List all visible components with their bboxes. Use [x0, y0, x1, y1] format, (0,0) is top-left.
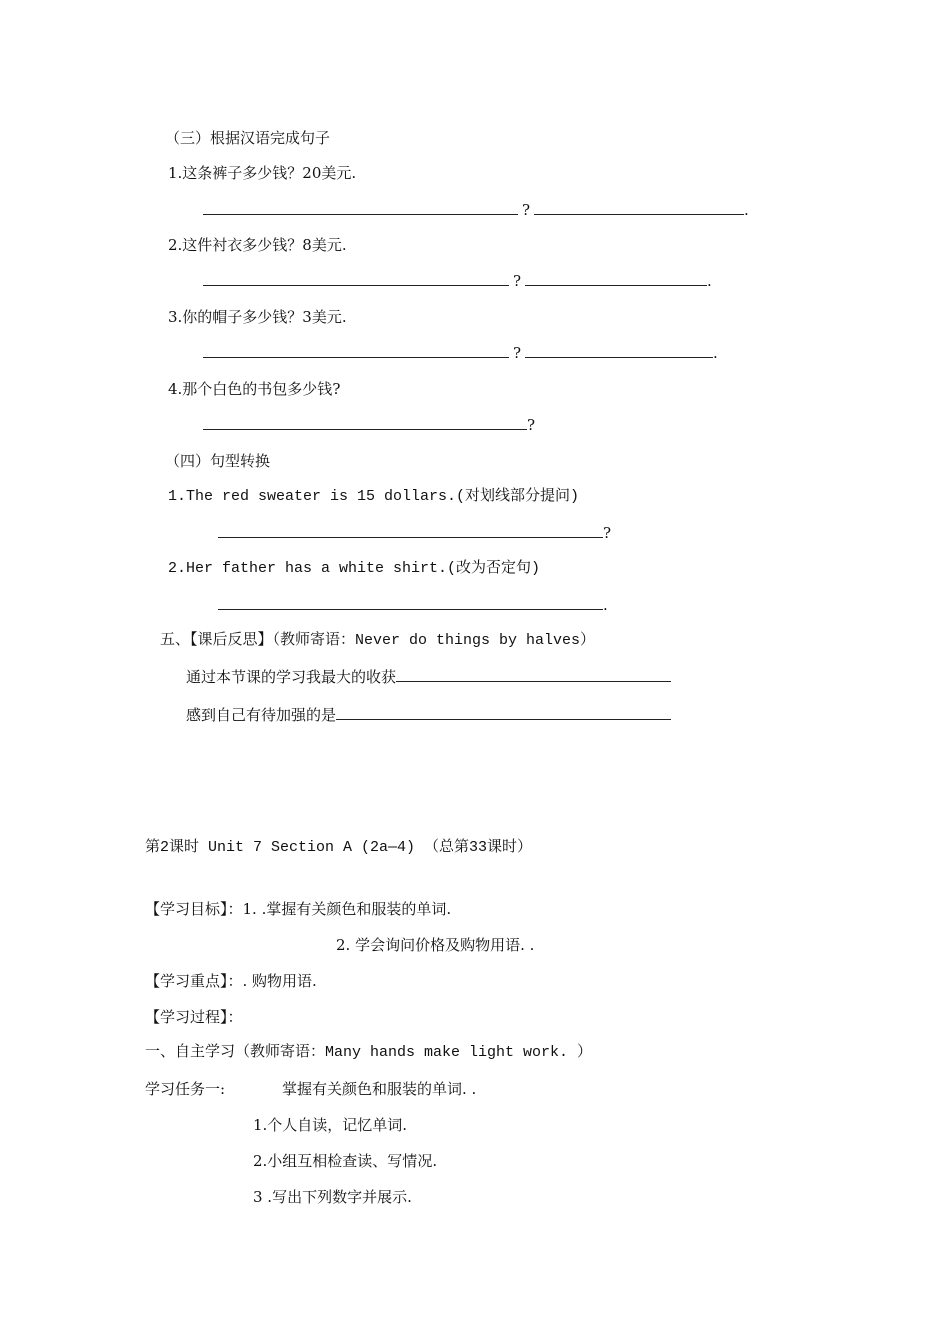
section3-question-4: 4.那个白色的书包多少钱? [168, 380, 341, 398]
blank [525, 343, 713, 358]
learning-goal-1: 【学习目标】：1. .掌握有关颜色和服装的单词. [145, 900, 452, 918]
section4-question-1: 1.The red sweater is 15 dollars.(对划线部分提问) [168, 488, 580, 505]
question-mark: ? [522, 201, 531, 219]
section5-heading: 五、【课后反思】（教师寄语：Never do things by halves） [160, 632, 596, 649]
section3-question-3: 3.你的帽子多少钱？3美元. [168, 308, 347, 326]
task-1-text: 掌握有关颜色和服装的单词. . [282, 1080, 477, 1098]
blank [396, 667, 671, 682]
section3-heading: （三）根据汉语完成句子 [165, 129, 331, 147]
question-mark: ? [513, 272, 522, 290]
question-mark: ? [603, 524, 612, 542]
period: . [707, 272, 712, 290]
task-1-label: 学习任务一: [145, 1080, 226, 1098]
answer-line-6 [218, 595, 608, 615]
reflection-gain [186, 667, 671, 687]
step-3: 3 .写出下列数字并展示. [253, 1188, 412, 1206]
blank [203, 271, 509, 286]
section3-question-1: 1.这条裤子多少钱？20美元. [168, 164, 357, 182]
reflection-improve-label: 感到自己有待加强的是 [186, 706, 337, 724]
period: . [744, 201, 749, 219]
reflection-improve [186, 705, 671, 725]
section3-question-2: 2.这件衬衣多少钱？8美元. [168, 236, 347, 254]
answer-line-4 [203, 415, 535, 435]
blank [218, 523, 603, 538]
self-study-heading: 一、自主学习（教师寄语：Many hands make light work. ） [145, 1044, 593, 1061]
reflection-gain-label: 通过本节课的学习我最大的收获 [186, 668, 397, 686]
question-mark: ? [527, 416, 536, 434]
question-mark: ? [513, 344, 522, 362]
answer-line-1 [203, 200, 749, 220]
answer-line-2 [203, 271, 712, 291]
blank [203, 343, 509, 358]
lesson-title: 第2课时 Unit 7 Section A (2a—4) （总第33课时） [145, 839, 533, 856]
blank [534, 200, 744, 215]
step-2: 2.小组互相检查读、写情况. [253, 1152, 438, 1170]
step-1: 1.个人自读，记忆单词. [253, 1116, 408, 1134]
blank [218, 595, 603, 610]
answer-line-3 [203, 343, 718, 363]
blank [525, 271, 707, 286]
period: . [713, 344, 718, 362]
blank [203, 200, 518, 215]
learning-focus: 【学习重点】：. 购物用语. [145, 972, 317, 990]
period: . [603, 596, 608, 614]
learning-process: 【学习过程】： [145, 1008, 243, 1026]
blank [336, 705, 671, 720]
answer-line-5 [218, 523, 611, 543]
section4-heading: （四）句型转换 [165, 452, 271, 470]
section4-question-2: 2.Her father has a white shirt.(改为否定句) [168, 560, 541, 577]
blank [203, 415, 527, 430]
learning-goal-2: 2. 学会询问价格及购物用语. . [336, 936, 535, 954]
